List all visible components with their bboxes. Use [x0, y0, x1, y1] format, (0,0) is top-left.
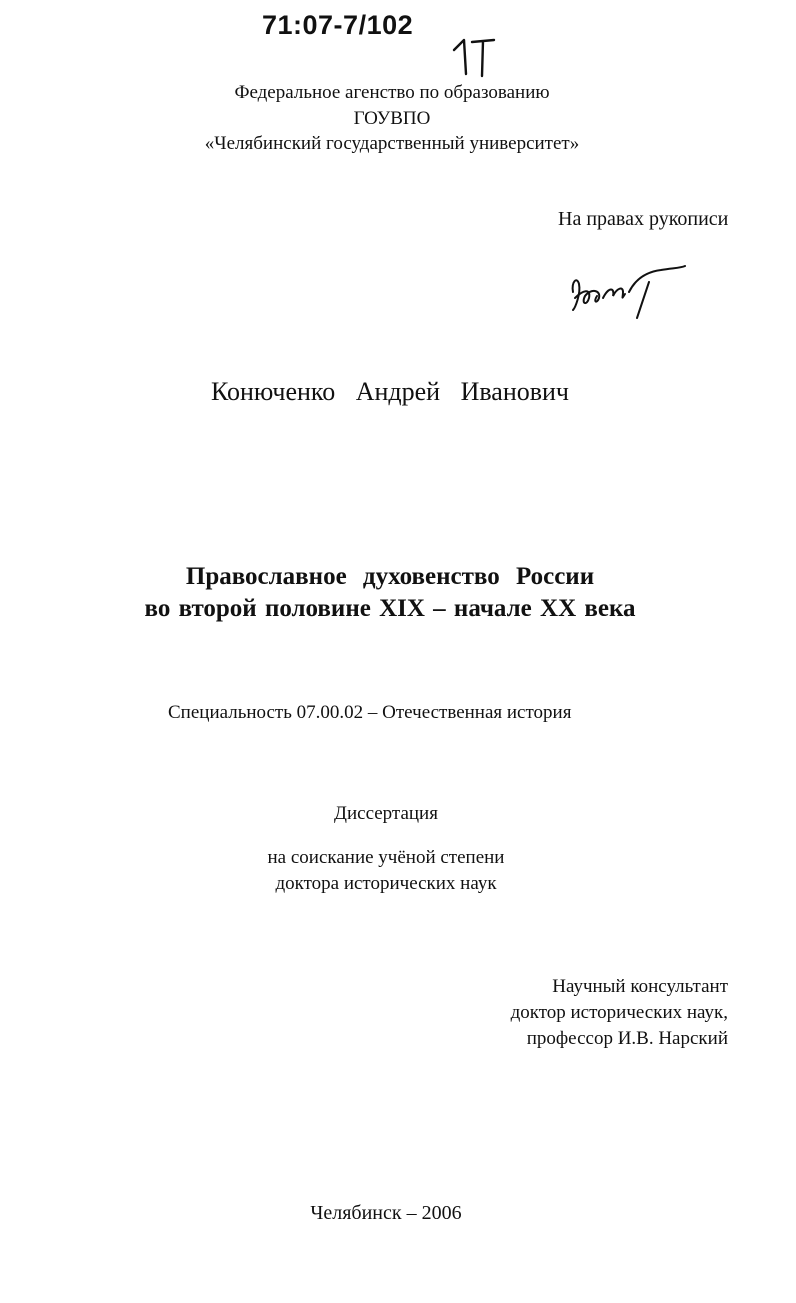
dissertation-title-line2: во второй половине XIX – начале XX века — [144, 595, 636, 622]
dissertation-title-line1: Православное духовенство России — [185, 563, 595, 590]
city-year: Челябинск – 2006 — [310, 1202, 462, 1224]
catalog-number: 71:07-7/102 — [262, 10, 414, 40]
degree-line2: доктора исторических наук — [275, 873, 497, 894]
consultant-degree: доктор исторических наук, — [510, 1002, 728, 1023]
degree-line1: на соискание учёной степени — [267, 847, 505, 868]
speciality: Специальность 07.00.02 – Отечественная история — [168, 702, 572, 723]
author-signature — [565, 262, 690, 322]
dissertation-label: Диссертация — [334, 803, 438, 824]
author-name: Конюченко Андрей Иванович — [210, 377, 570, 406]
consultant-block — [511, 974, 728, 1052]
handwritten-note — [450, 30, 500, 80]
consultant-label: Научный консультант — [552, 976, 728, 997]
institution-type: ГОУВПО — [353, 108, 431, 129]
university-name: «Челябинский государственный университет» — [204, 133, 580, 154]
agency-name: Федеральное агенство по образованию — [234, 82, 550, 103]
manuscript-rights: На правах рукописи — [558, 208, 729, 230]
consultant-name: профессор И.В. Нарский — [526, 1028, 728, 1049]
